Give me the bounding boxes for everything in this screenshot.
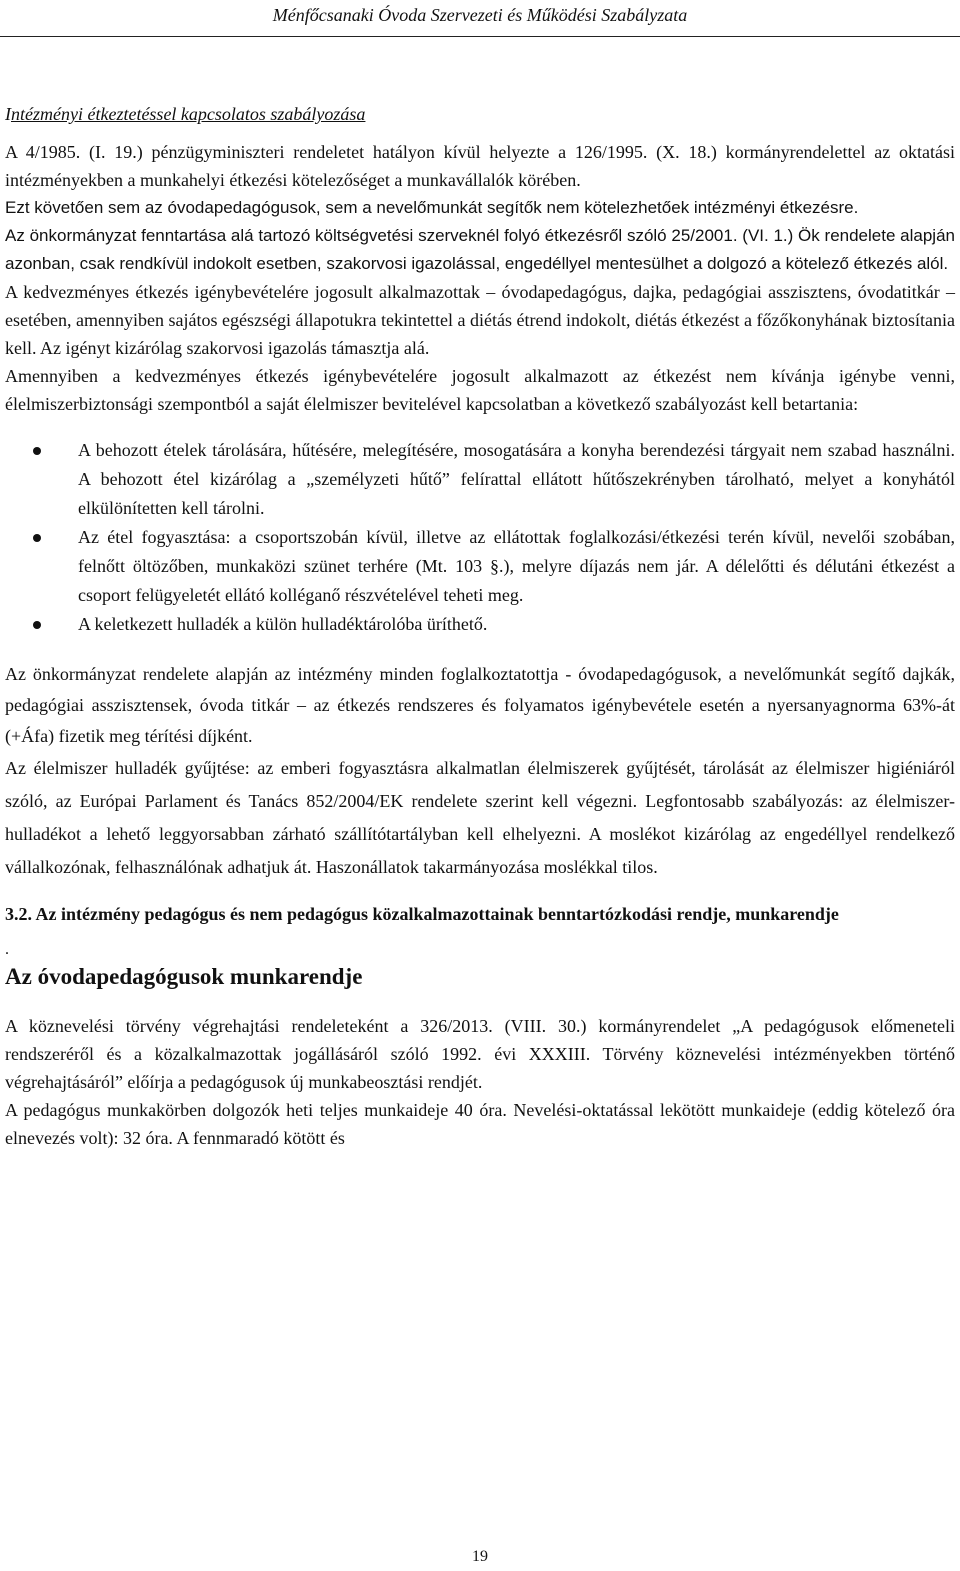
- section-title-initial: I: [5, 104, 11, 124]
- paragraph-local-decree: Az önkormányzat fenntartása alá tartozó költségvetési szerveknél folyó étkezésről szóló 25/2001. (VI. 1.) Ök rendelete alapján azonban, csak rendkívül indokolt esetben, szakorvosi igazolással, engedéllyel mentesülhet a dolgozó a kötelező étkezés alól.: [5, 226, 955, 273]
- paragraph-working-hours: A pedagógus munkakörben dolgozók heti teljes munkaideje 40 óra. Nevelési-oktatással lekötött munkaideje (eddig kötelező óra elnevezés volt): 32 óra. A fennmaradó kötött és: [5, 1100, 955, 1148]
- running-header: Ménfőcsanaki Óvoda Szervezeti és Működési Szabályzata: [272, 5, 688, 25]
- section-title: [5, 100, 955, 128]
- stray-dot: .: [5, 941, 9, 958]
- bullet-icon: [33, 534, 41, 542]
- header-rule: [0, 36, 960, 37]
- subsection-title: Az óvodapedagógusok munkarendje: [5, 964, 363, 989]
- paragraph-no-obligation: Ezt követően sem az óvodapedagógusok, sem a nevelőmunkát segítők nem kötelezhetőek intézményi étkezésre.: [5, 198, 859, 217]
- list-item: [5, 523, 955, 610]
- after-list-block: [5, 659, 955, 884]
- paragraph-food-waste: Az élelmiszer hulladék gyűjtése: az emberi fogyasztásra alkalmatlan élelmiszerek gyűjtését, tárolását az élelmiszer higiéniáról szóló, az Európai Parlament és Tanács 852/2004/EK rendelete szerint kell végezni. Legfontosabb szabályozás: az élelmiszer-hulladékot a lehető leggyorsabban zárható szállítótartályban kell elhelyezni. A moslékot kizárólag az engedéllyel rendelkező vállalkozónak, felhasználónak adhatjuk át. Haszonállatok takarmányozása moslékkal tilos.: [5, 758, 955, 877]
- paragraph-own-food-rules: Amennyiben a kedvezményes étkezés igénybevételére jogosult alkalmazott az étkezést nem kívánja igénybe venni, élelmiszerbiztonsági szempontból a saját élelmiszer bevitelével kapcsolatban a következő szabályozást kell betartania:: [5, 366, 955, 414]
- list-item-text: A behozott ételek tárolására, hűtésére, melegítésére, mosogatására a konyha berendezési tárgyait nem szabad használni. A behozott étel kizárólag a „személyzeti hűtő” felírattal ellátott hűtőszekrényben tárolható, melyet a konyhától elkülönítetten kell tárolni.: [78, 440, 955, 518]
- bullet-icon: [33, 447, 41, 455]
- section-title-text: ntézményi étkeztetéssel kapcsolatos szabályozása: [11, 104, 366, 124]
- paragraph-diet-entitlement: A kedvezményes étkezés igénybevételére jogosult alkalmazottak – óvodapedagógus, dajka, pedagógiai asszisztens, óvodatitkár – esetében, amennyiben sajátos egészségi állapotukra tekintettel a diétás étrend indokolt, diétás étkezést a főzőkonyhának biztosítania kell. Az igényt kizárólag szakorvosi igazolás támasztja alá.: [5, 282, 955, 358]
- paragraph-meal-fee: Az önkormányzat rendelete alapján az intézmény minden foglalkoztatottja - óvodapedagógusok, a nevelőmunkát segítő dajkák, pedagógiai asszisztensek, óvoda titkár – az étkezés rendszeres és folyamatos igénybevétele esetén a nyersanyagnorma 63%-át (+Áfa) fizetik meg térítési díjként.: [5, 664, 955, 746]
- bullet-icon: [33, 621, 41, 629]
- page-content: [5, 100, 955, 1152]
- list-item-text: Az étel fogyasztása: a csoportszobán kívül, illetve az ellátottak foglalkozási/étkezési terén kívül, nevelői szobában, felnőtt öltözőben, munkaközi szünet terhére (Mt. 103 §.), melyre díjazás nem jár. A délelőtti és délutáni étkezést a csoport felügyeletét ellátó kolléganő részvételével teheti meg.: [78, 527, 955, 605]
- paragraph-work-schedule-decree: A köznevelési törvény végrehajtási rendeleteként a 326/2013. (VIII. 30.) kormányrendelet „A pedagógusok előmeneteli rendszeréről és a közalkalmazottak jogállásáról szóló 1992. évi XXXIII. Törvény köznevelési intézményekben történő végrehajtásáról” előírja a pedagógusok új munkabeosztási rendjét.: [5, 1016, 955, 1092]
- list-item: [5, 610, 955, 639]
- page-number: 19: [472, 1548, 488, 1565]
- list-item: [5, 436, 955, 523]
- subsection-heading: 3.2. Az intézmény pedagógus és nem pedagógus közalkalmazottainak benntartózkodási rendje, munkarendje: [5, 904, 839, 924]
- list-item-text: A keletkezett hulladék a külön hulladéktárolóba üríthető.: [78, 614, 488, 634]
- food-rules-list: [5, 436, 955, 639]
- paragraph-regulation-repeal: A 4/1985. (I. 19.) pénzügyminiszteri rendeletet hatályon kívül helyezte a 126/1995. (X. 18.) kormányrendelettel az oktatási intézményekben a munkahelyi étkezési kötelezőséget a munkavállalók körében.: [5, 142, 955, 190]
